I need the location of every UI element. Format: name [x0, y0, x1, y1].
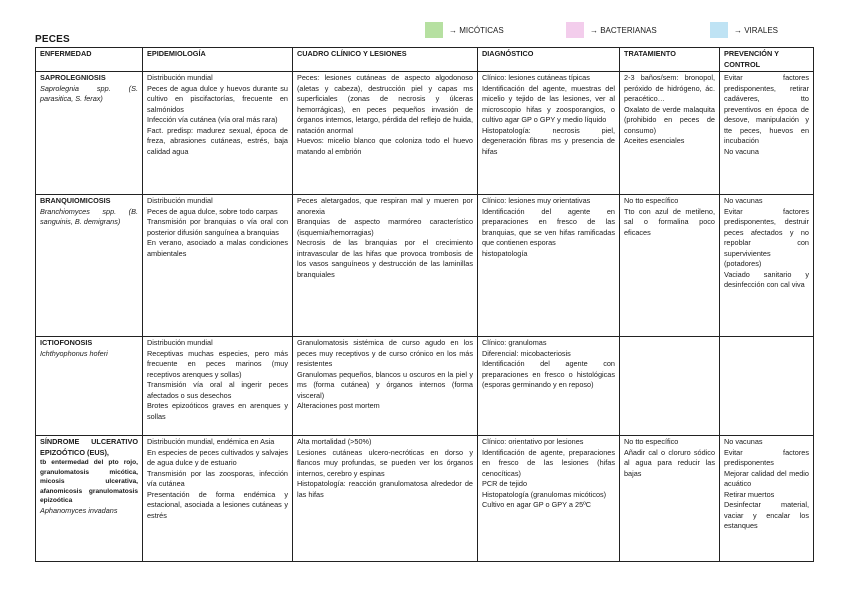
- diagnosis-line: histopatología: [482, 248, 528, 258]
- prevention-line: Vaciado sanitario y desinfección con cal viva: [724, 269, 809, 289]
- diagnosis-line: Identificación del agente en preparaciones en fresco de las branquias, que se ven hifas ramificadas que contienen esporas: [482, 206, 615, 247]
- header-enfermedad: ENFERMEDAD: [36, 48, 143, 72]
- disease-cell: [36, 436, 143, 562]
- header-cuadro-clinico: CUADRO CLÍNICO Y LESIONES: [293, 48, 478, 72]
- epidemiology-line: Transmisión por las zoosporas, infección vía cutánea: [147, 468, 288, 488]
- clinical-line: Alta mortalidad (>50%): [297, 437, 372, 446]
- diagnosis-line: Clínico: granulomas: [482, 338, 547, 347]
- clinical-cell: [293, 337, 478, 436]
- table-row: [36, 72, 814, 195]
- clinical-line: Necrosis de las branquias por el crecimiento intravascular de las hifas que provoca trombosis de los vasos sanguíneos y destrucción de las laminillas branquiales: [297, 238, 473, 279]
- prevention-line: No vacunas: [724, 437, 763, 446]
- table-row: [36, 195, 814, 337]
- clinical-line: Lesiones cutáneas ulcero-necróticas en dorso y flancos muy profundas, se pueden ver los órganos internos, cerebro y espinas: [297, 447, 473, 478]
- epidemiology-line: Distribución mundial: [147, 73, 213, 82]
- prevention-line: Retirar muertos: [724, 489, 775, 499]
- epidemiology-cell: [143, 72, 293, 195]
- clinical-line: Histopatología: reacción granulomatosa alrededor de las hifas: [297, 479, 473, 499]
- clinical-line: Alteraciones post mortem: [297, 401, 380, 410]
- epidemiology-line: Infección vía cutánea (vía oral más rara): [147, 115, 278, 124]
- disease-name: BRANQUIOMICOSIS: [40, 196, 111, 205]
- table-header-row: [36, 48, 814, 72]
- table-row: [36, 337, 814, 436]
- treatment-line: Añadir cal o cloruro sódico al agua para reducir las bajas: [624, 447, 715, 478]
- prevention-cell: [720, 195, 814, 337]
- diagnosis-line: Clínico: orientativo por lesiones: [482, 437, 584, 446]
- prevention-line: Evitar factores predisponentes, destruir peces afectados y no repoblar con supervivientes (potadores): [724, 206, 809, 268]
- disease-cell: [36, 195, 143, 337]
- treatment-cell: [620, 195, 720, 337]
- disease-cell: [36, 72, 143, 195]
- diagnosis-line: Histopatología: necrosis piel, degeneración fibras ms y presencia de hifas: [482, 125, 615, 156]
- epidemiology-line: Receptivas muchas especies, pero más frecuente en peces marinos (muy receptivos arenques y sollas): [147, 348, 288, 379]
- clinical-line: Huevos: micelio blanco que coloniza todo el huevo matando al embrión: [297, 136, 473, 156]
- prevention-line: Desinfectar material, vaciar y encalar los estanques: [724, 500, 809, 530]
- epidemiology-line: Distribución mundial, endémica en Asia: [147, 437, 275, 446]
- diagnosis-cell: [478, 72, 620, 195]
- treatment-line: Tto con azul de metileno, sal o formalina poco eficaces: [624, 206, 715, 237]
- diagnosis-line: Identificación del agente, muestras del micelio y tejido de las lesiones, ver al microscopio hifas y zoosporangios, o cultivo agar GP o GPY y medio líquido: [482, 83, 615, 124]
- epidemiology-line: En especies de peces cultivados y salvajes de agua dulce y de estuario: [147, 447, 288, 467]
- header-prevencion: PREVENCIÓN Y CONTROL: [720, 48, 814, 72]
- disease-name: SÍNDROME ULCERATIVO EPIZOÓTICO (EUS),: [40, 437, 138, 457]
- diagnosis-line: Diferencial: micobacteriosis: [482, 348, 571, 358]
- diagnosis-line: Clínico: lesiones muy orientativas: [482, 196, 591, 205]
- prevention-line: No vacuna: [724, 146, 759, 156]
- clinical-cell: [293, 436, 478, 562]
- clinical-line: Peces aletargados, que respiran mal y mueren por anorexia: [297, 196, 473, 216]
- clinical-cell: [293, 195, 478, 337]
- disease-cell: [36, 337, 143, 436]
- prevention-line: Evitar factores predisponentes: [724, 447, 809, 467]
- treatment-cell: [620, 337, 720, 436]
- treatment-line: Aceites esenciales: [624, 136, 685, 145]
- diagnosis-cell: [478, 337, 620, 436]
- clinical-line: Granulomas pequeños, blancos u oscuros en la piel y ms (forma cutánea) y órganos internos (forma visceral): [297, 369, 473, 400]
- diagnosis-line: Clínico: lesiones cutáneas típicas: [482, 73, 590, 82]
- diagnosis-line: Identificación de agente, preparaciones en fresco de las lesiones (hifas cenocíticas): [482, 447, 615, 478]
- treatment-line: No tto específico: [624, 437, 679, 446]
- diagnosis-line: Cultivo en agar GP o GPY a 25ºC: [482, 500, 592, 509]
- disease-name: ICTIOFONOSIS: [40, 338, 93, 347]
- treatment-line: Oxalato de verde malaquita (prohibido en peces de consumo): [624, 104, 715, 135]
- prevention-cell: [720, 337, 814, 436]
- page-title: PECES: [35, 34, 70, 45]
- legend-swatch-virales: [710, 22, 728, 38]
- diagnosis-line: PCR de tejido: [482, 479, 528, 488]
- prevention-line: No vacunas: [724, 196, 763, 205]
- legend-label-bacterianas: → BACTERIANAS: [590, 25, 657, 35]
- prevention-cell: [720, 436, 814, 562]
- clinical-cell: [293, 72, 478, 195]
- clinical-line: Branquias de aspecto marmóreo característico (isquemia/hemorragias): [297, 217, 473, 237]
- legend-swatch-bacterianas: [566, 22, 584, 38]
- epidemiology-line: Transmisión por branquias o vía oral con posterior difusión sanguínea a branquias: [147, 217, 288, 237]
- disease-name: SAPROLEGNIOSIS: [40, 73, 106, 82]
- legend-bacterianas: [566, 22, 657, 38]
- epidemiology-line: Peces de agua dulce, sobre todo carpas: [147, 206, 278, 216]
- legend-label-virales: → VIRALES: [734, 25, 779, 35]
- epidemiology-line: Transmisión vía oral al ingerir peces afectados o sus desechos: [147, 380, 288, 400]
- legend-micoticas: [425, 22, 504, 38]
- treatment-cell: [620, 436, 720, 562]
- clinical-line: Peces: lesiones cutáneas de aspecto algodonoso (aletas y cabeza), destrucción piel y capas ms superficiales (zonas de necrosis y úlceras hemorrágicas), en peces pequeños invasión de órganos internos, letargo, pérdida del reflejo de huida, natación anormal: [297, 73, 473, 135]
- disease-agent: Ichthyophonus hoferi: [40, 348, 108, 358]
- epidemiology-line: Distribución mundial: [147, 196, 213, 205]
- epidemiology-line: Presentación de forma endémica y estacional, asociada a lesiones cutáneas y estrés: [147, 489, 288, 520]
- disease-agent: Branchiomyces spp. (B. sanguinis, B. demigrans): [40, 206, 138, 226]
- epidemiology-line: En verano, asociado a malas condiciones ambientales: [147, 238, 288, 258]
- clinical-line: Granulomatosis sistémica de curso agudo en los peces muy receptivos y de curso crónico en los más resistentes: [297, 338, 473, 368]
- epidemiology-line: Peces de agua dulce y huevos durante su cultivo en piscifactorías, frecuente en salmónidos: [147, 83, 288, 114]
- legend-label-micoticas: → MICÓTICAS: [449, 25, 504, 35]
- header-diagnostico: DIAGNÓSTICO: [478, 48, 620, 72]
- epidemiology-cell: [143, 337, 293, 436]
- epidemiology-line: Fact. predisp: madurez sexual, época de freza, abrasiones cutáneas, estrés, baja calidad agua: [147, 125, 288, 156]
- treatment-line: 2-3 baños/sem: bronopol, peróxido de hidrógeno, ác. peracético…: [624, 73, 715, 103]
- prevention-line: Evitar factores predisponentes, retirar cadáveres, tto preventivos en época de desove, manipulación y tte peces, huevos en incubación: [724, 73, 809, 145]
- epidemiology-cell: [143, 195, 293, 337]
- legend-swatch-micoticas: [425, 22, 443, 38]
- diseases-table: [35, 47, 814, 562]
- treatment-line: No tto específico: [624, 196, 679, 205]
- header-epidemiologia: EPIDEMIOLOGÍA: [143, 48, 293, 72]
- disease-agent: Aphanomyces invadans: [40, 505, 118, 515]
- header-tratamiento: TRATAMIENTO: [620, 48, 720, 72]
- diagnosis-line: Histopatología (granulomas micóticos): [482, 489, 607, 499]
- epidemiology-line: Distribución mundial: [147, 338, 213, 347]
- table-row: [36, 436, 814, 562]
- diagnosis-cell: [478, 436, 620, 562]
- diagnosis-line: Identificación del agente con preparaciones en fresco o histológicas (esporas germinando y en reposo): [482, 359, 615, 389]
- disease-agent: Saprolegnia spp. (S. parasitica, S. ferax): [40, 83, 138, 103]
- epidemiology-cell: [143, 436, 293, 562]
- prevention-line: Mejorar calidad del medio acuático: [724, 468, 809, 488]
- epidemiology-line: Brotes epizoóticos graves en arenques y sollas: [147, 401, 288, 421]
- legend-virales: [710, 22, 778, 38]
- disease-synonyms: tb entermedad del pto rojo, granulomatosis micótica, micosis ulcerativa, afanomicosis granulomatosis epizoótica: [40, 459, 138, 504]
- prevention-cell: [720, 72, 814, 195]
- treatment-cell: [620, 72, 720, 195]
- diagnosis-cell: [478, 195, 620, 337]
